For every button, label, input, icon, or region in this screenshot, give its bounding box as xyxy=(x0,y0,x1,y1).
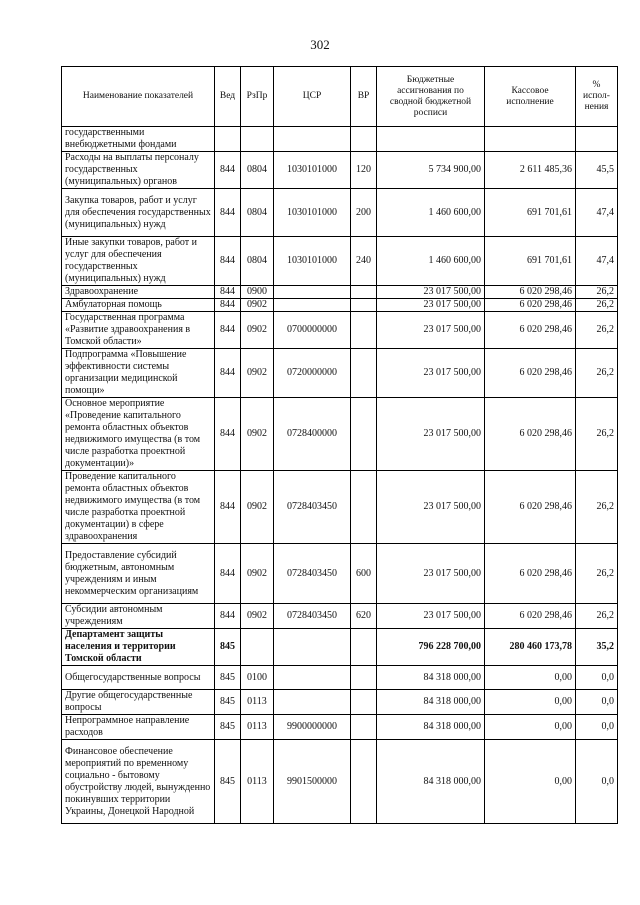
cell-percent xyxy=(576,127,618,152)
table-row xyxy=(62,715,618,740)
cell-vr: 240 xyxy=(351,237,377,286)
cell-percent: 0,0 xyxy=(576,690,618,715)
cell-percent: 26,2 xyxy=(576,398,618,471)
cell-name: Закупка товаров, работ и услуг для обеспечения государственных (муниципальных) нужд xyxy=(62,189,215,237)
cell-percent: 26,2 xyxy=(576,312,618,349)
cell-name: Иные закупки товаров, работ и услуг для обеспечения государственных (муниципальных) нужд xyxy=(62,237,215,286)
cell-cash: 6 020 298,46 xyxy=(485,349,576,398)
cell-ved xyxy=(215,127,241,152)
cell-name: Расходы на выплаты персоналу государственных (муниципальных) органов xyxy=(62,152,215,189)
cell-budget: 23 017 500,00 xyxy=(377,604,485,629)
cell-csr xyxy=(274,127,351,152)
header-ved: Вед xyxy=(215,67,241,127)
cell-vr xyxy=(351,715,377,740)
cell-csr: 0728400000 xyxy=(274,398,351,471)
cell-rzpr xyxy=(241,127,274,152)
header-budget: Бюджетные ассигнования по сводной бюджетной росписи xyxy=(377,67,485,127)
cell-name: Непрограммное направление расходов xyxy=(62,715,215,740)
cell-name: Финансовое обеспечение мероприятий по временному социально - бытовому обустройству людей, вынужденно покинувших территории Украины, Донецкой Народной xyxy=(62,740,215,824)
cell-rzpr: 0902 xyxy=(241,349,274,398)
table-row xyxy=(62,471,618,544)
cell-vr xyxy=(351,666,377,690)
cell-ved: 845 xyxy=(215,690,241,715)
cell-cash xyxy=(485,127,576,152)
cell-rzpr: 0902 xyxy=(241,398,274,471)
cell-rzpr: 0902 xyxy=(241,544,274,604)
cell-name: Департамент защиты населения и территории Томской области xyxy=(62,629,215,666)
cell-budget: 84 318 000,00 xyxy=(377,666,485,690)
cell-cash: 6 020 298,46 xyxy=(485,299,576,312)
table-row xyxy=(62,349,618,398)
cell-budget: 84 318 000,00 xyxy=(377,690,485,715)
cell-vr xyxy=(351,299,377,312)
cell-ved: 845 xyxy=(215,715,241,740)
header-cash: Кассовое исполнение xyxy=(485,67,576,127)
cell-rzpr: 0804 xyxy=(241,189,274,237)
cell-csr xyxy=(274,299,351,312)
cell-rzpr: 0113 xyxy=(241,715,274,740)
cell-percent: 26,2 xyxy=(576,286,618,299)
cell-cash: 0,00 xyxy=(485,690,576,715)
cell-name: Амбулаторная помощь xyxy=(62,299,215,312)
table-row xyxy=(62,299,618,312)
cell-vr xyxy=(351,286,377,299)
cell-name: Государственная программа «Развитие здравоохранения в Томской области» xyxy=(62,312,215,349)
cell-budget: 23 017 500,00 xyxy=(377,398,485,471)
cell-vr xyxy=(351,127,377,152)
budget-table xyxy=(61,66,618,824)
cell-vr: 200 xyxy=(351,189,377,237)
cell-percent: 45,5 xyxy=(576,152,618,189)
table-row xyxy=(62,604,618,629)
cell-ved: 844 xyxy=(215,299,241,312)
cell-vr xyxy=(351,629,377,666)
cell-budget: 1 460 600,00 xyxy=(377,189,485,237)
cell-ved: 845 xyxy=(215,629,241,666)
cell-ved: 844 xyxy=(215,312,241,349)
cell-cash: 6 020 298,46 xyxy=(485,604,576,629)
cell-cash: 691 701,61 xyxy=(485,189,576,237)
cell-vr xyxy=(351,349,377,398)
cell-cash: 6 020 298,46 xyxy=(485,312,576,349)
cell-name: Субсидии автономным учреждениям xyxy=(62,604,215,629)
cell-name: Предоставление субсидий бюджетным, автономным учреждениям и иным некоммерческим организациям xyxy=(62,544,215,604)
cell-cash: 6 020 298,46 xyxy=(485,471,576,544)
cell-csr xyxy=(274,666,351,690)
cell-ved: 844 xyxy=(215,398,241,471)
table-body xyxy=(62,127,618,824)
cell-cash: 0,00 xyxy=(485,715,576,740)
cell-budget: 23 017 500,00 xyxy=(377,544,485,604)
cell-percent: 0,0 xyxy=(576,740,618,824)
cell-cash: 6 020 298,46 xyxy=(485,544,576,604)
cell-budget xyxy=(377,127,485,152)
cell-cash: 0,00 xyxy=(485,740,576,824)
cell-cash: 6 020 298,46 xyxy=(485,286,576,299)
cell-ved: 844 xyxy=(215,189,241,237)
cell-vr xyxy=(351,690,377,715)
cell-csr: 9900000000 xyxy=(274,715,351,740)
header-csr: ЦСР xyxy=(274,67,351,127)
cell-budget: 23 017 500,00 xyxy=(377,299,485,312)
cell-ved: 844 xyxy=(215,286,241,299)
cell-name: Здравоохранение xyxy=(62,286,215,299)
cell-csr: 1030101000 xyxy=(274,237,351,286)
cell-csr: 0728403450 xyxy=(274,604,351,629)
table-row xyxy=(62,127,618,152)
cell-name: Другие общегосударственные вопросы xyxy=(62,690,215,715)
page-number: 302 xyxy=(310,37,330,52)
cell-ved: 844 xyxy=(215,237,241,286)
cell-name: Общегосударственные вопросы xyxy=(62,666,215,690)
cell-budget: 796 228 700,00 xyxy=(377,629,485,666)
table-row xyxy=(62,629,618,666)
cell-vr xyxy=(351,471,377,544)
cell-percent: 26,2 xyxy=(576,604,618,629)
cell-budget: 23 017 500,00 xyxy=(377,471,485,544)
cell-cash: 6 020 298,46 xyxy=(485,398,576,471)
table-row xyxy=(62,286,618,299)
cell-ved: 844 xyxy=(215,349,241,398)
header-row xyxy=(62,67,618,127)
cell-csr: 1030101000 xyxy=(274,189,351,237)
cell-ved: 844 xyxy=(215,544,241,604)
table-row xyxy=(62,544,618,604)
cell-vr: 120 xyxy=(351,152,377,189)
cell-cash: 691 701,61 xyxy=(485,237,576,286)
cell-ved: 845 xyxy=(215,740,241,824)
cell-rzpr: 0902 xyxy=(241,299,274,312)
cell-rzpr: 0902 xyxy=(241,471,274,544)
cell-budget: 23 017 500,00 xyxy=(377,312,485,349)
cell-name: государственными внебюджетными фондами xyxy=(62,127,215,152)
cell-ved: 845 xyxy=(215,666,241,690)
cell-csr: 0728403450 xyxy=(274,471,351,544)
table-row xyxy=(62,312,618,349)
cell-csr: 0700000000 xyxy=(274,312,351,349)
cell-rzpr: 0100 xyxy=(241,666,274,690)
table-row xyxy=(62,690,618,715)
cell-percent: 0,0 xyxy=(576,666,618,690)
cell-vr xyxy=(351,398,377,471)
cell-percent: 26,2 xyxy=(576,349,618,398)
cell-budget: 84 318 000,00 xyxy=(377,715,485,740)
header-percent: % испол-нения xyxy=(576,67,618,127)
header-name: Наименование показателей xyxy=(62,67,215,127)
cell-percent: 47,4 xyxy=(576,189,618,237)
header-vr: ВР xyxy=(351,67,377,127)
header-rzpr: РзПр xyxy=(241,67,274,127)
cell-budget: 1 460 600,00 xyxy=(377,237,485,286)
cell-rzpr: 0902 xyxy=(241,604,274,629)
cell-rzpr: 0113 xyxy=(241,740,274,824)
cell-csr xyxy=(274,629,351,666)
table-row xyxy=(62,152,618,189)
cell-percent: 26,2 xyxy=(576,471,618,544)
cell-name: Основное мероприятие «Проведение капитального ремонта областных объектов недвижимого имущества (в том числе разработка проектной документации)» xyxy=(62,398,215,471)
cell-rzpr: 0804 xyxy=(241,237,274,286)
cell-csr xyxy=(274,286,351,299)
cell-percent: 35,2 xyxy=(576,629,618,666)
cell-budget: 5 734 900,00 xyxy=(377,152,485,189)
cell-ved: 844 xyxy=(215,471,241,544)
cell-percent: 26,2 xyxy=(576,544,618,604)
cell-rzpr: 0804 xyxy=(241,152,274,189)
cell-rzpr: 0900 xyxy=(241,286,274,299)
cell-csr: 1030101000 xyxy=(274,152,351,189)
cell-budget: 84 318 000,00 xyxy=(377,740,485,824)
cell-vr xyxy=(351,312,377,349)
cell-budget: 23 017 500,00 xyxy=(377,349,485,398)
table-row xyxy=(62,740,618,824)
cell-rzpr: 0113 xyxy=(241,690,274,715)
cell-vr xyxy=(351,740,377,824)
table-row xyxy=(62,398,618,471)
cell-rzpr xyxy=(241,629,274,666)
cell-cash: 0,00 xyxy=(485,666,576,690)
cell-ved: 844 xyxy=(215,152,241,189)
cell-csr: 0728403450 xyxy=(274,544,351,604)
cell-ved: 844 xyxy=(215,604,241,629)
cell-cash: 280 460 173,78 xyxy=(485,629,576,666)
cell-csr: 0720000000 xyxy=(274,349,351,398)
table-row xyxy=(62,189,618,237)
cell-rzpr: 0902 xyxy=(241,312,274,349)
cell-percent: 0,0 xyxy=(576,715,618,740)
cell-percent: 26,2 xyxy=(576,299,618,312)
cell-csr xyxy=(274,690,351,715)
cell-vr: 620 xyxy=(351,604,377,629)
cell-percent: 47,4 xyxy=(576,237,618,286)
cell-name: Подпрограмма «Повышение эффективности системы организации медицинской помощи» xyxy=(62,349,215,398)
cell-budget: 23 017 500,00 xyxy=(377,286,485,299)
cell-csr: 9901500000 xyxy=(274,740,351,824)
cell-vr: 600 xyxy=(351,544,377,604)
cell-name: Проведение капитального ремонта областных объектов недвижимого имущества (в том числе разработка проектной документации) в сфере здравоохранения xyxy=(62,471,215,544)
cell-cash: 2 611 485,36 xyxy=(485,152,576,189)
table-row xyxy=(62,237,618,286)
table-row xyxy=(62,666,618,690)
